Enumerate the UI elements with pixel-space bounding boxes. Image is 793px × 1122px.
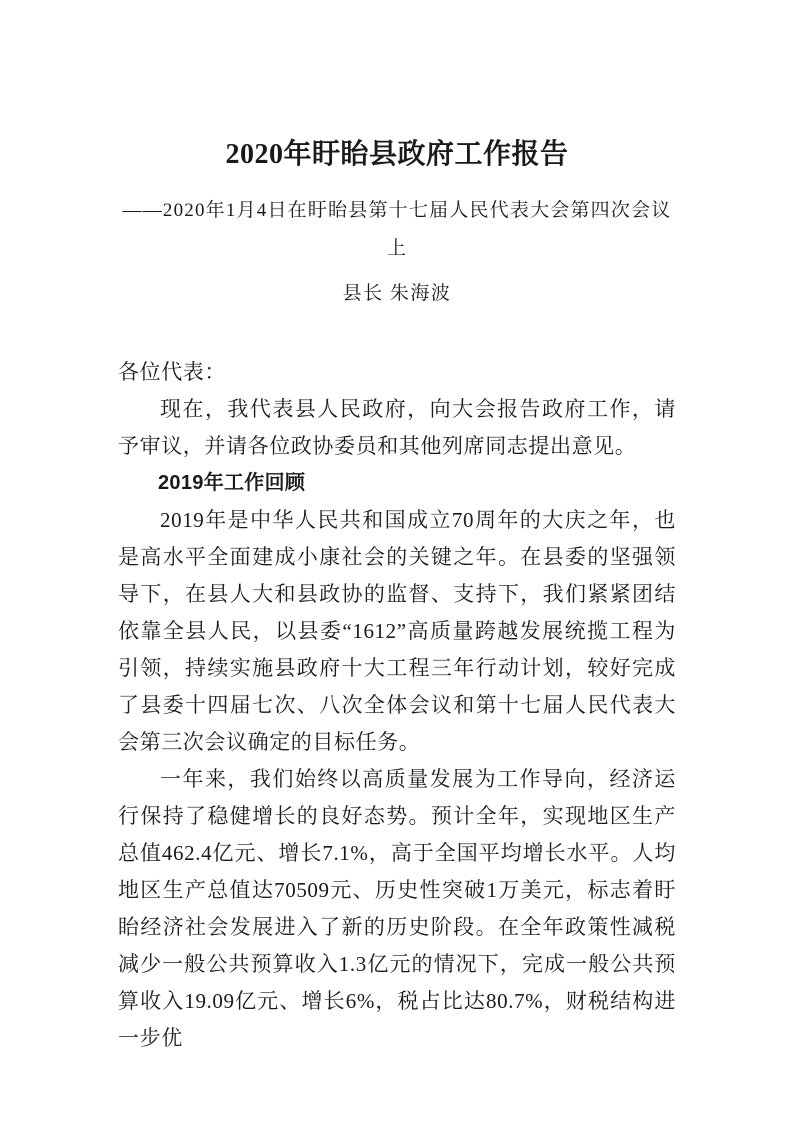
salutation: 各位代表： (118, 360, 226, 384)
paragraph-review-1: 2019年是中华人民共和国成立70周年的大庆之年，也是高水平全面建成小康社会的关键之年。在县委的坚强领导下，在县人大和县政协的监督、支持下，我们紧紧团结依靠全县人民，以县委“1612”高质量跨越发展统揽工程为引领，持续实施县政府十大工程三年行动计划，较好完成了县委十四届七次、八次全体会议和第十七届人民代表大会第三次会议确定的目标任务。 (118, 508, 676, 754)
page-title: 2020年盱眙县政府工作报告 (225, 139, 569, 170)
document-content (118, 0, 676, 1057)
paragraph-intro: 现在，我代表县人民政府，向大会报告政府工作，请予审议，并请各位政协委员和其他列席同志提出意见。 (118, 397, 676, 458)
document-byline: 县长 朱海波 (342, 283, 452, 304)
paragraph-review-2: 一年来，我们始终以高质量发展为工作导向，经济运行保持了稳健增长的良好态势。预计全年，实现地区生产总值462.4亿元、增长7.1%，高于全国平均增长水平。人均地区生产总值达70509元、历史性突破1万美元，标志着盱眙经济社会发展进入了新的历史阶段。在全年政策性减税减少一般公共预算收入1.3亿元的情况下，完成一般公共预算收入19.09亿元、增长6%，税占比达80.7%，财税结构进一步优 (118, 767, 676, 1050)
section-heading-2019-review: 2019年工作回顾 (158, 472, 306, 494)
document-subtitle: ——2020年1月4日在盱眙县第十七届人民代表大会第四次会议上 (122, 200, 672, 259)
document-body (118, 312, 676, 1057)
